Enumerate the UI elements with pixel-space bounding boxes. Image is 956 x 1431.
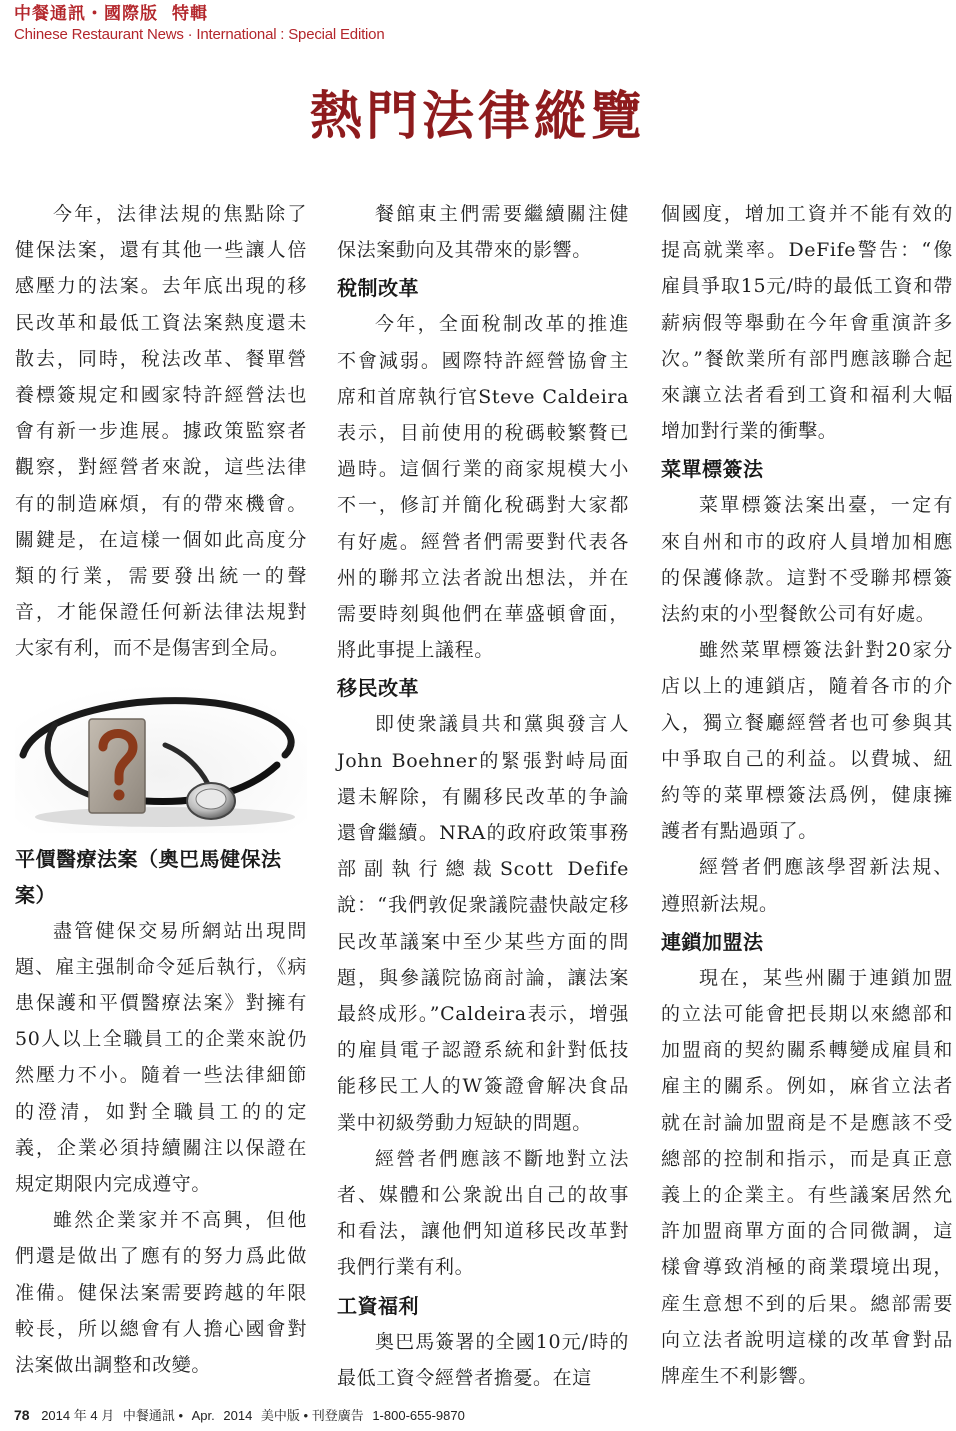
masthead-en-title: Chinese Restaurant News · International : Special Edition <box>14 26 385 43</box>
article-paragraph: 盡管健保交易所網站出現問題、雇主强制命令延后執行，《病患保護和平價醫療法案》對擁有50人以上全職員工的企業來說仍然壓力不小。隨着一些法律細節的澄清，如對全職員工的的定義，企業必須持續關注以保證在規定期限内完成遵守。 <box>15 919 307 1196</box>
article-paragraph: 經營者們應該不斷地對立法者、媒體和公衆說出自己的故事和看法，讓他們知道移民改革對我們行業有利。 <box>337 1147 629 1279</box>
article-paragraph: 雖然企業家并不高興，但他們還是做出了應有的努力爲此做准備。健保法案需要跨越的年限較長，所以總會有人擔心國會對法案做出調整和改變。 <box>15 1209 307 1377</box>
masthead-zh <box>14 2 384 26</box>
article-paragraph: 現在，某些州關于連鎖加盟的立法可能會把長期以來總部和加盟商的契約關系轉變成雇員和雇主的關系。例如，麻省立法者就在討論加盟商是不是應該不受總部的控制和指示，而是真正意義上的企業主。有些議案居然允許加盟商單方面的合同微調，這樣會導致消極的商業環境出現，産生意想不到的后果。總部需要向立法者說明這樣的改革會對品牌産生不利影響。 <box>661 966 953 1388</box>
masthead-zh-section: 特輯 <box>172 4 208 24</box>
page-footer <box>14 1405 470 1424</box>
footer-date-en: Apr. <box>191 1408 215 1423</box>
page-number: 78 <box>14 1407 30 1423</box>
masthead-zh-title: 中餐通訊・國際版 <box>14 4 158 24</box>
article-paragraph: 奥巴馬簽署的全國10元/時的最低工資令經營者擔憂。在這 <box>337 1330 629 1389</box>
page-title: 熱門法律縱覽 <box>309 86 646 147</box>
article-paragraph: 個國度，增加工資并不能有效的提高就業率。DeFife警告：“像雇員爭取15元/時的最低工資和帶薪病假等舉動在今年會重演許多次。”餐飲業所有部門應該聯合起來讓立法者看到工資和福利大幅增加對行業的衝擊。 <box>661 203 953 443</box>
article-paragraph: 餐館東主們需要繼續關注健保法案動向及其帶來的影響。 <box>337 203 629 262</box>
article-paragraph: 菜單標簽法案出臺，一定有來自州和市的政府人員增加相應的保護條款。這對不受聯邦標簽法約束的小型餐飲公司有好處。 <box>661 494 953 626</box>
article-paragraph: 經營者們應該學習新法規、遵照新法規。 <box>661 856 953 915</box>
footer-phone: 1-800-655-9870 <box>372 1408 465 1423</box>
section-heading: 移民改革 <box>337 676 419 701</box>
section-heading: 平價醫療法案（奧巴馬健保法案） <box>15 846 282 907</box>
section-heading: 連鎖加盟法 <box>661 929 764 954</box>
footer-year-en: 2014 <box>223 1408 253 1423</box>
article-paragraph: 雖然菜單標簽法針對20家分店以上的連鎖店，隨着各市的介入，獨立餐廳經營者也可參與其中爭取自己的利益。以費城、紐約等的菜單標簽法爲例，健康擁護者有點過頭了。 <box>661 639 953 843</box>
article-column-3 <box>661 196 953 1394</box>
article-column-1 <box>15 196 307 1383</box>
section-heading: 菜單標簽法 <box>661 457 764 482</box>
footer-date-zh: 2014 年 4 月 <box>41 1408 115 1423</box>
article-column-2 <box>337 196 629 1396</box>
footer-publication-zh: 中餐通訊 • <box>122 1408 183 1423</box>
article-paragraph: 今年，全面稅制改革的推進不會減弱。國際特許經營協會主席和首席執行官Steve Caldeira表示，目前使用的稅碼較繁贅已過時。這個行業的商家規模大小不一，修訂并簡化稅碼對大家都有好處。經營者們需要對代表各州的聯邦立法者說出想法，并在需要時刻與他們在華盛頓會面，將此事提上議程。 <box>337 313 629 662</box>
article-paragraph: 今年，法律法規的焦點除了健保法案，還有其他一些讓人倍感壓力的法案。去年底出現的移民改革和最低工資法案熱度還未散去，同時，稅法改革、餐單營養標簽規定和國家特許經營法也會有新一步進展。據政策監察者觀察，對經營者來說，這些法律有的制造麻煩，有的帶來機會。關鍵是，在這樣一個如此高度分類的行業，需要發出統一的聲音，才能保證任何新法律法規對大家有利，而不是傷害到全局。 <box>15 203 307 660</box>
section-heading: 稅制改革 <box>337 276 419 301</box>
masthead <box>14 2 384 44</box>
article-paragraph: 即使衆議員共和黨與發言人John Boehner的緊張對峙局面還未解除，有關移民改革的争論還會繼續。NRA的政府政策事務部副執行總裁Scott Defife說：“我們敦促衆議院盡快敲定移民改革議案中至少某些方面的問題，與參議院協商討論，讓法案最終成形。”Caldeira表示，增强的雇員電子認證系統和針對低技能移民工人的W簽證會解决食品業中初級勞動力短缺的問題。 <box>337 713 629 1134</box>
section-heading: 工資福利 <box>337 1293 419 1318</box>
stethoscope-question-mark-photo <box>15 685 307 833</box>
footer-edition: 美中版 • 刊登廣告 <box>260 1408 364 1423</box>
